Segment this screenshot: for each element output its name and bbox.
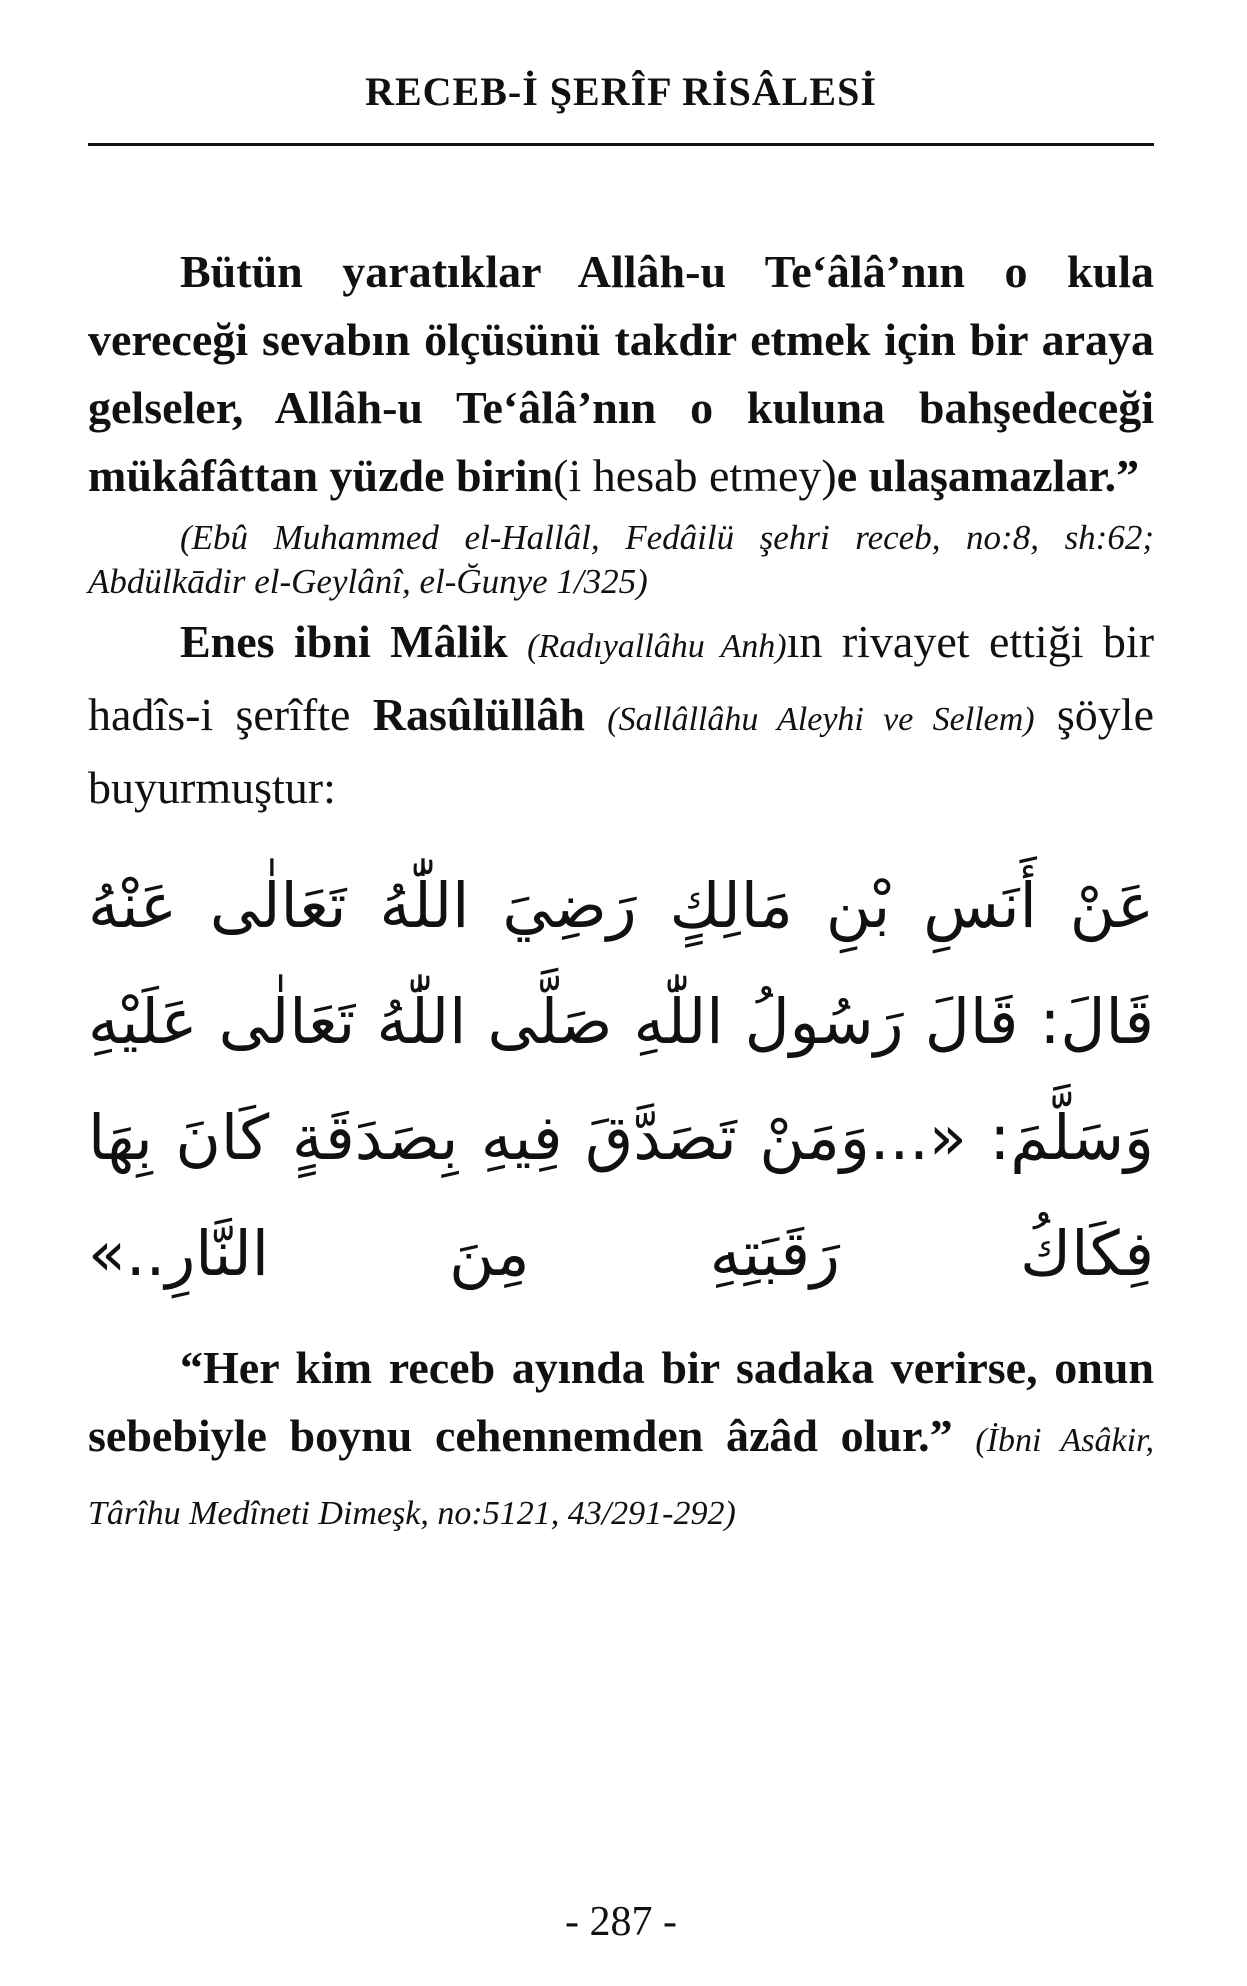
reward-bold-text: Bütün yaratıklar Allâh-u Te‘âlâ’nın o kula vereceği sevabın ölçüsünü takdir etmek için bir araya gelseler, Allâh-u Te‘âlâ’nın o kuluna bahşedeceği mükâfâttan yüzde birin	[88, 246, 1154, 501]
translation-bold-text: “Her kim receb ayında bir sadaka verirse, onun sebebiyle boynu cehennemden âzâd olur.”	[88, 1342, 1154, 1461]
reward-bold-end: e ulaşamazlar.”	[836, 450, 1140, 501]
narration-text-1: ın rivayet ettiği bir hadîs-i şerîfte	[88, 616, 1155, 740]
arabic-hadith-text: عَنْ أَنَسِ بْنِ مَالِكٍ رَضِيَ اللّٰهُ تَعَالٰى عَنْهُ قَالَ: قَالَ رَسُولُ اللّٰهِ صَلَّى اللّٰهُ تَعَالٰى عَلَيْهِ وَسَلَّمَ: «...وَمَنْ تَصَدَّقَ فِيهِ بِصَدَقَةٍ كَانَ بِهَا فِكَاكُ رَقَبَتِهِ مِنَ النَّارِ..»	[88, 869, 1154, 1290]
header-rule	[88, 143, 1154, 146]
reward-plain-text: (i hesab etmey)	[553, 450, 837, 501]
paragraph-hadith-reward	[88, 238, 1154, 510]
prophet-honorific: (Sallâllâhu Aleyhi ve Sellem)	[607, 701, 1035, 738]
paragraph-hadith-translation	[88, 1334, 1154, 1548]
narration-text-2: şöyle buyurmuştur:	[88, 689, 1155, 813]
page-body	[88, 238, 1154, 1548]
book-page	[88, 0, 1154, 1986]
prophet-name: Rasûlüllâh	[372, 689, 585, 740]
narrator-honorific: (Radıyallâhu Anh)	[527, 628, 787, 665]
reference-ibni-asakir: (İbni Asâkir, Târîhu Medîneti Dimeşk, no:5121, 43/291-292)	[88, 1422, 1154, 1532]
page-number: - 287 -	[565, 1899, 677, 1945]
reference-hallal-geylani: (Ebû Muhammed el-Hallâl, Fedâilü şehri receb, no:8, sh:62; Abdülkādir el-Geylânî, el-Ğunye 1/325)	[88, 518, 1154, 601]
narrator-name: Enes ibni Mâlik	[180, 616, 508, 667]
running-title: RECEB-İ ŞERÎF RİSÂLESİ	[365, 69, 877, 114]
paragraph-narration-intro	[88, 608, 1154, 822]
